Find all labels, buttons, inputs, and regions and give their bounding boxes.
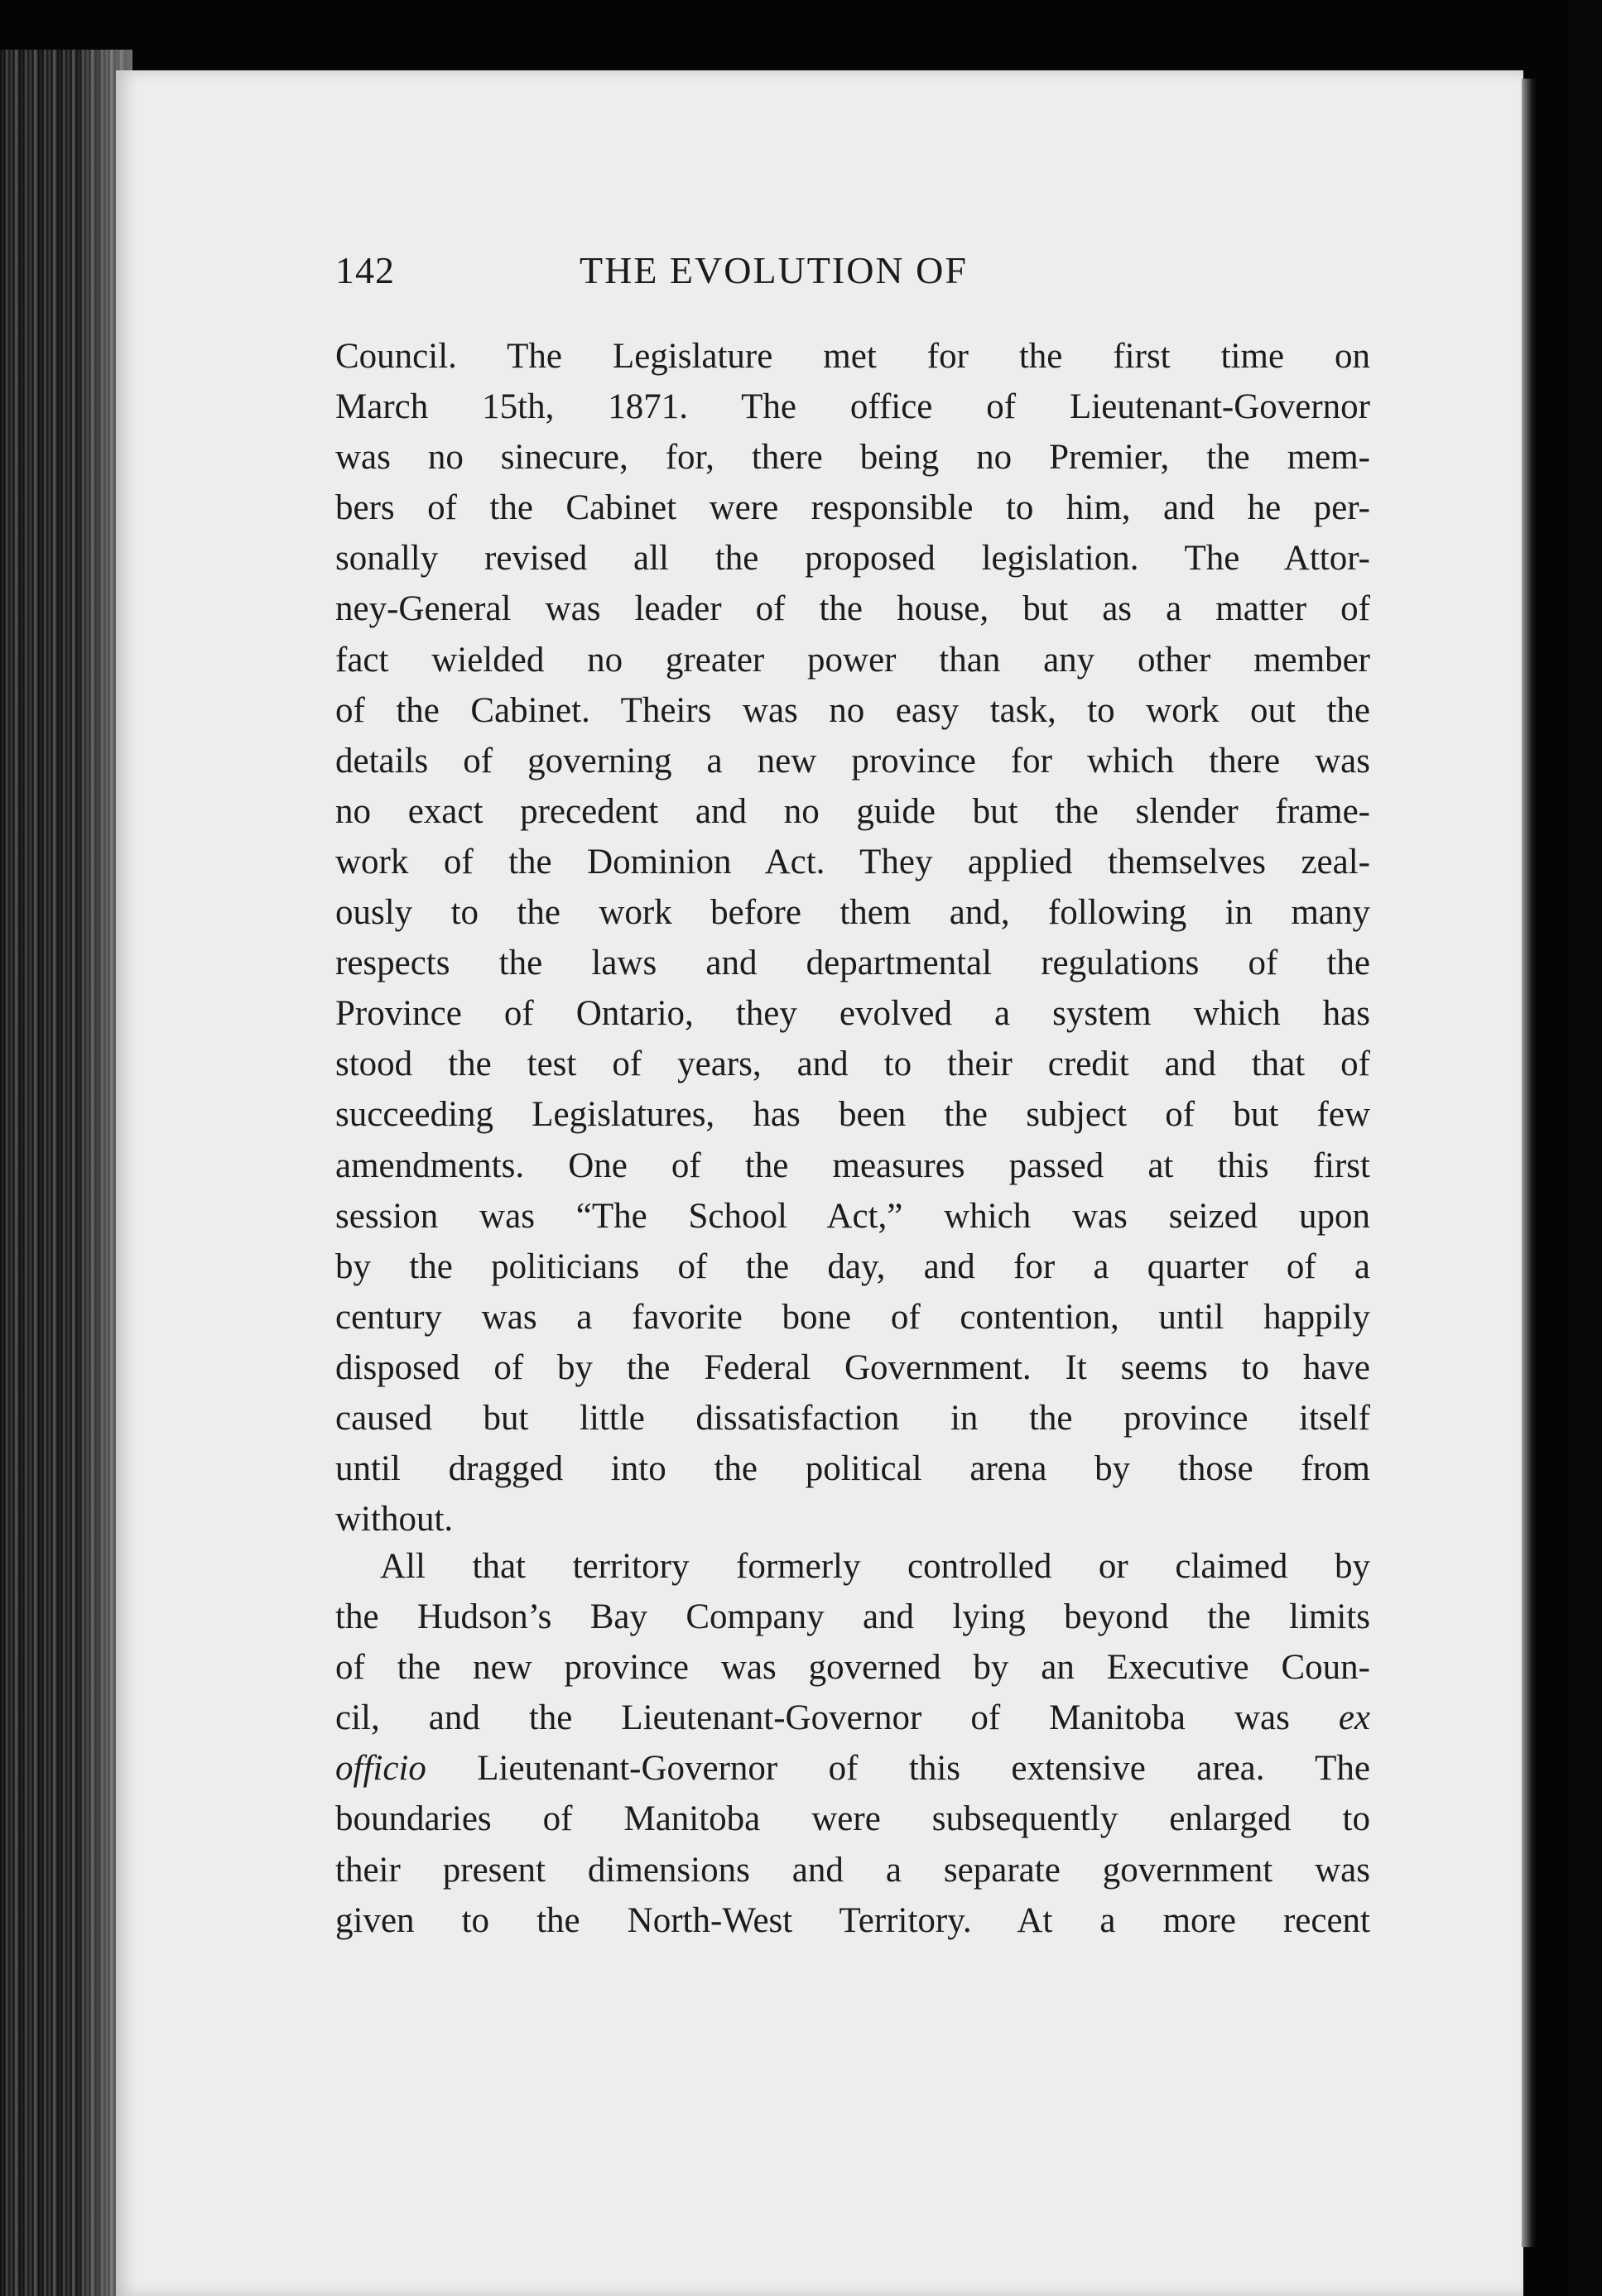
text-line: caused but little dissatisfaction in the province itself [335,1398,1370,1438]
text-line: no exact precedent and no guide but the slender frame- [335,791,1370,831]
text-line: without. [335,1500,454,1539]
text-line: of the new province was governed by an Executive Coun- [335,1648,1370,1688]
text-line: stood the test of years, and to their credit and that of [335,1045,1370,1084]
text-line: sonally revised all the proposed legislation. The Attor- [335,539,1370,579]
running-head: THE EVOLUTION OF [580,249,968,291]
text-line: given to the North-West Territory. At a more recent [335,1900,1370,1940]
paragraph-2 [335,1541,1370,1946]
text-line-with-italic [335,1743,1370,1794]
text-line: All that territory formerly controlled or claimed by [380,1547,1370,1586]
italic-text: ex [1338,1698,1371,1738]
text-line: their present dimensions and a separate government was [335,1850,1370,1890]
page-right-edge [1522,79,1538,2247]
text-line: ney-General was leader of the house, but as a matter of [335,589,1370,629]
text-line: amendments. One of the measures passed at this first [335,1146,1370,1185]
text-segment: Lieutenant-Governor of this extensive area. The [477,1749,1370,1789]
text-line: the Hudson’s Bay Company and lying beyond the limits [335,1597,1370,1637]
text-line: until dragged into the political arena by those from [335,1449,1370,1489]
text-line: Province of Ontario, they evolved a system which has [335,994,1370,1034]
italic-text: officio [335,1749,426,1789]
text-line: ously to the work before them and, following in many [335,893,1370,933]
text-line: boundaries of Manitoba were subsequently enlarged to [335,1799,1370,1839]
text-line: was no sinecure, for, there being no Premier, the mem- [335,438,1370,478]
text-line: respects the laws and departmental regulations of the [335,944,1370,983]
text-line: session was “The School Act,” which was seized upon [335,1196,1370,1236]
text-line: succeeding Legislatures, has been the subject of but few [335,1095,1370,1135]
text-line: by the politicians of the day, and for a quarter of a [335,1246,1370,1286]
text-line: bers of the Cabinet were responsible to him, and he per- [335,488,1370,528]
text-line: work of the Dominion Act. They applied themselves zeal- [335,842,1370,881]
text-line: fact wielded no greater power than any other member [335,640,1370,680]
text-line: details of governing a new province for which there was [335,741,1370,781]
text-line: century was a favorite bone of contention, until happily [335,1297,1370,1337]
page-header [335,248,1097,306]
page-number: 142 [335,249,395,291]
text-line-with-italic [335,1693,1370,1743]
text-line: disposed of by the Federal Government. It seems to have [335,1347,1370,1387]
text-line: March 15th, 1871. The office of Lieutenant-Governor [335,387,1370,427]
text-line: Council. The Legislature met for the first time on [335,337,1370,376]
text-segment: cil, and the Lieutenant-Governor of Manitoba was [335,1698,1290,1738]
text-line: of the Cabinet. Theirs was no easy task, to work out the [335,690,1370,730]
scan-border [1569,0,1602,2296]
paragraph-1 [335,331,1370,1544]
